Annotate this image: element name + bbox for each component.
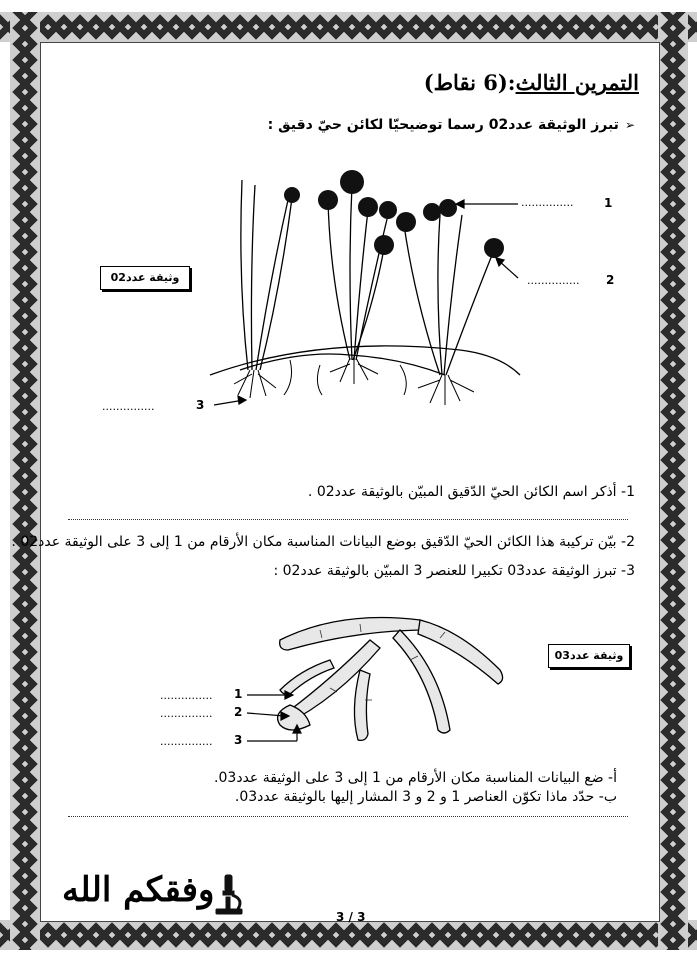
- arrow-bullet-icon: ➢: [624, 118, 635, 132]
- page-number: 3 / 3: [336, 910, 366, 924]
- blank-line-doc03-3: ...............: [160, 735, 213, 748]
- answer-line-1: [68, 519, 628, 520]
- page-border-top: [0, 12, 697, 42]
- blank-line-1: ...............: [521, 196, 574, 209]
- doc02-label: وثيقة عدد02: [100, 266, 190, 290]
- blank-line-3: ...............: [102, 400, 155, 413]
- exercise-title: [424, 70, 639, 95]
- doc03-label-3: 3: [234, 733, 243, 747]
- question-1: 1- أذكر اسم الكائن الحيّ الدّقيق المبيّن بالوثيقة عدد02 .: [307, 484, 635, 500]
- page-border-right: [658, 12, 688, 950]
- exercise-title-main: التمرين الثالث: [515, 70, 639, 95]
- question-3: 3- تبرز الوثيقة عدد03 تكبيرا للعنصر 3 المبيّن بالوثيقة عدد02 :: [273, 563, 635, 579]
- blank-line-doc03-2: ...............: [160, 707, 213, 720]
- page-border-left: [10, 12, 40, 950]
- answer-line-2: [68, 816, 628, 817]
- page-border-bottom: [0, 920, 697, 950]
- exercise-intro: [268, 117, 635, 133]
- doc03-label-1: 1: [234, 687, 243, 701]
- microscope-icon: [212, 873, 246, 915]
- figure-label-3: 3: [196, 398, 205, 412]
- figure-label-2: 2: [606, 273, 615, 287]
- doc03-pointer-arrows: [245, 688, 305, 748]
- figure-label-1: 1: [604, 196, 613, 210]
- blank-line-doc03-1: ...............: [160, 689, 213, 702]
- closing-phrase: وفقكم الله: [62, 870, 215, 910]
- question-2: 2- بيّن تركيبة هذا الكائن الحيّ الدّقيق بوضع البيانات المناسبة مكان الأرقام من 1 إلى 3 على الوثيقة عدد02 .: [11, 534, 635, 550]
- doc03-label: وثيقة عدد03: [548, 644, 630, 668]
- question-3a: أ- ضع البيانات المناسبة مكان الأرقام من 1 إلى 3 على الوثيقة عدد03.: [214, 770, 617, 786]
- question-3b: ب- حدّد ماذا تكوّن العناصر 1 و 2 و 3 المشار إليها بالوثيقة عدد03.: [234, 789, 617, 805]
- doc03-label-2: 2: [234, 705, 243, 719]
- intro-text: تبرز الوثيقة عدد02 رسما توضيحيّا لكائن حيّ دقيق :: [267, 117, 619, 133]
- blank-line-2: ...............: [527, 274, 580, 287]
- mold-figure: [200, 160, 530, 450]
- exercise-points: :(6 نقاط): [423, 70, 516, 95]
